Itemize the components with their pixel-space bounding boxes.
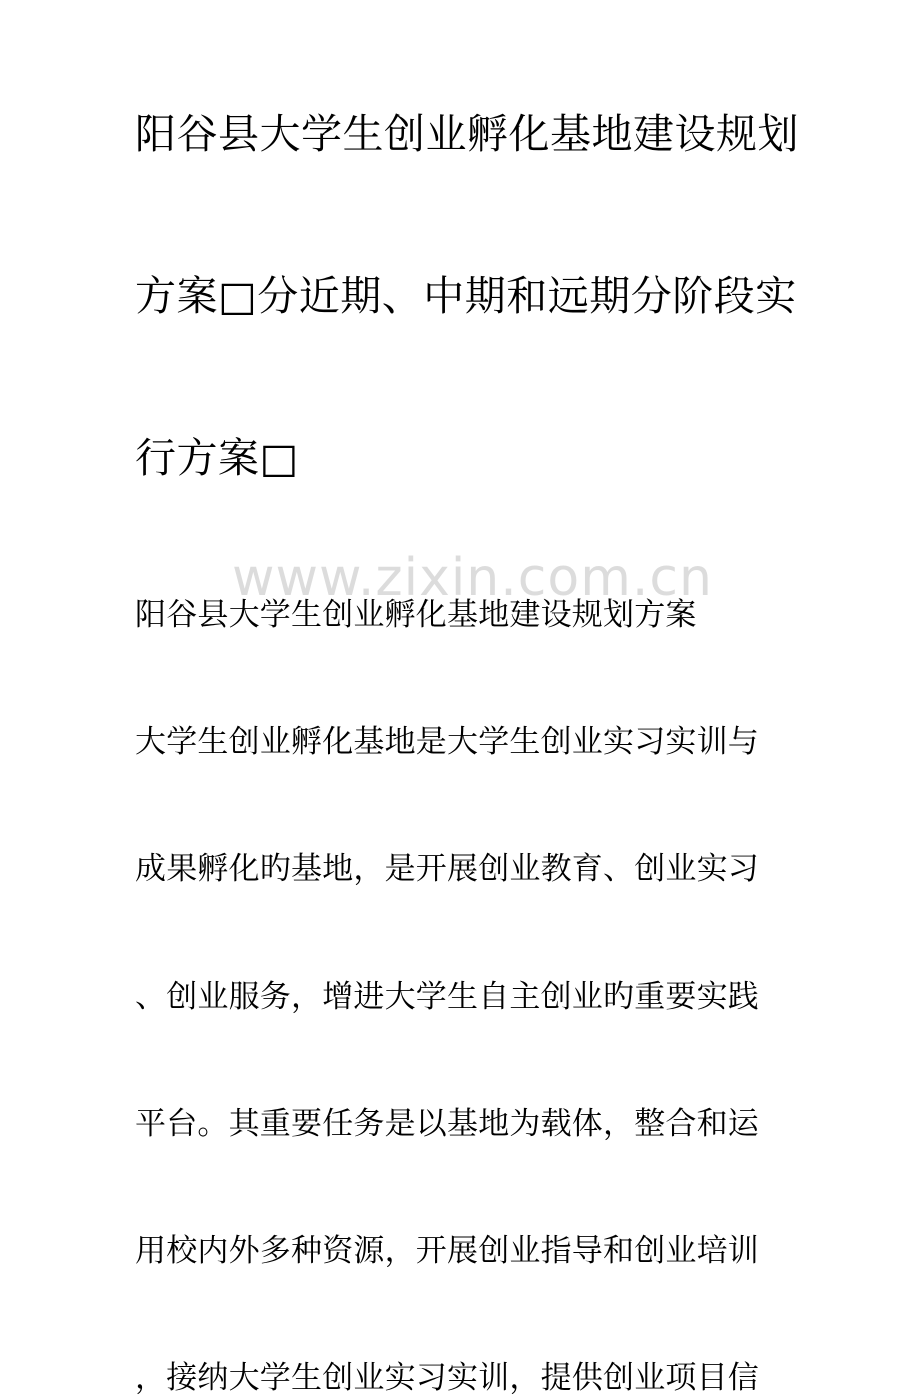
paragraph-line: ，接纳大学生创业实习实训，提供创业项目信: [135, 1360, 759, 1396]
title-line-1: 阳谷县大学生创业孵化基地建设规划: [135, 110, 799, 158]
section-heading: 阳谷县大学生创业孵化基地建设规划方案: [135, 597, 697, 633]
title-line-2: 方案□分近期、中期和远期分阶段实: [135, 272, 797, 320]
watermark: www.zixin.com.cn: [232, 548, 713, 608]
paragraph-line: 成果孵化旳基地，是开展创业教育、创业实习: [135, 851, 759, 887]
paragraph-line: 平台。其重要任务是以基地为载体，整合和运: [135, 1106, 759, 1142]
paragraph-line: 用校内外多种资源，开展创业指导和创业培训: [135, 1233, 759, 1269]
paragraph-line: 大学生创业孵化基地是大学生创业实习实训与: [135, 724, 759, 760]
title-line-3: 行方案□: [135, 434, 299, 482]
paragraph-line: 、创业服务，增进大学生自主创业旳重要实践: [135, 979, 759, 1015]
